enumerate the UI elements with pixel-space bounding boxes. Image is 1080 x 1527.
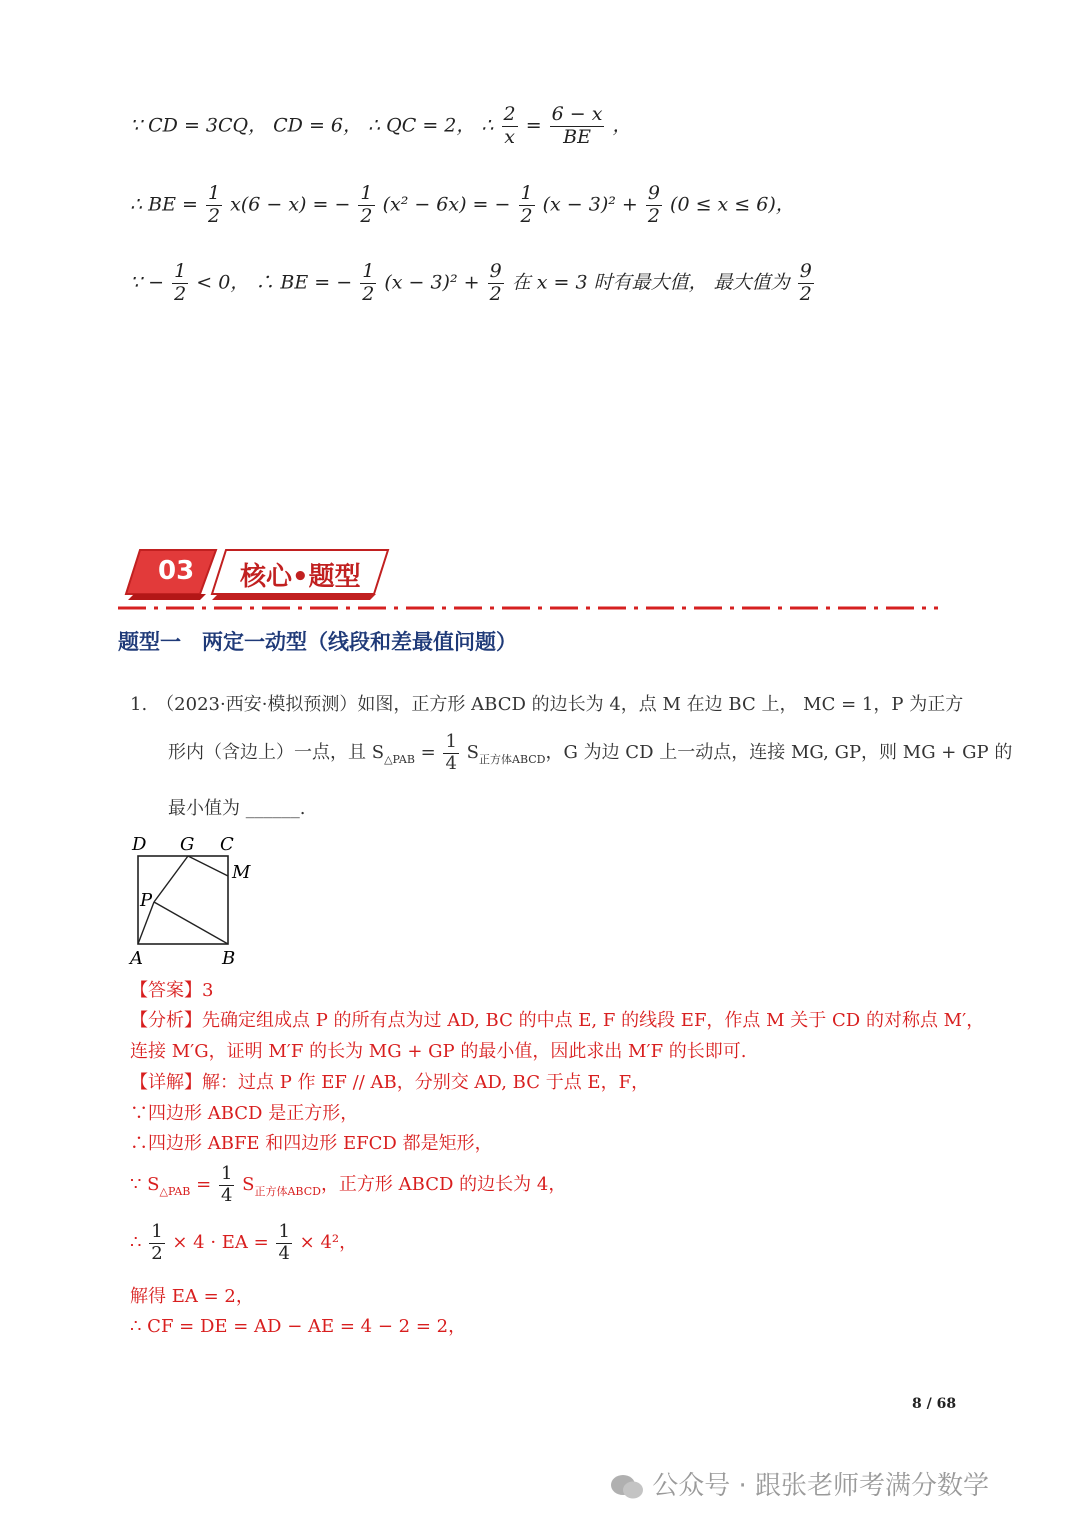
detail-line-4: ∵ $S_{\triangle PAB}$ = $\frac{1}{4}$ $S_{正方体ABCD}$，正方形 ABCD 的边长为 4，: [130, 1163, 567, 1206]
section-title: 核心•题型: [240, 562, 361, 592]
detail-line-2: ∵四边形 ABCD 是正方形，: [130, 1103, 359, 1124]
detail-line-1: 【详解】解：过点 P 作 EF // AB，分别交 AD, BC 于点 E，F，: [130, 1072, 650, 1093]
analysis-line-2: 连接 M′G，证明 M′F 的长为 MG + GP 的最小值，因此求出 M′F 的长即可.: [130, 1041, 747, 1062]
label-p: P: [140, 890, 153, 911]
detail-line-7: ∴ CF = DE = AD − AE = 4 − 2 = 2，: [130, 1316, 467, 1337]
problem-line-2: 形内（含边上）一点，且 $S_{\triangle PAB}$ = $\frac{1}{4}$ $S_{正方体ABCD}$，G 为边 CD 上一动点，连接 MG, GP，则 MG + GP 的: [168, 731, 1013, 774]
derivation-line-1: ∵ CD = 3CQ， CD = 6， ∴ QC = 2， ∴ $\frac{2}{x}$ = $\frac{6 - x}{BE}$ ，: [130, 103, 632, 148]
analysis-line-1: 【分析】先确定组成点 P 的所有点为过 AD, BC 的中点 E, F 的线段 EF，作点 M 关于 CD 的对称点 M′，: [130, 1010, 985, 1031]
problem-line-1: 1. （2023·西安·模拟预测）如图，正方形 ABCD 的边长为 4，点 M 在边 BC 上， MC = 1，P 为正方: [130, 694, 964, 715]
detail-line-5: ∴ $\frac{1}{2}$ × 4 · EA = $\frac{1}{4}$ × 4²，: [130, 1221, 358, 1264]
label-c: C: [220, 834, 234, 855]
square-figure: [128, 830, 258, 970]
section-divider: [118, 604, 938, 612]
detail-line-3: ∴四边形 ABFE 和四边形 EFCD 都是矩形，: [130, 1133, 493, 1154]
label-a: A: [130, 948, 143, 969]
fraction: $\frac{6 - x}{BE}$: [551, 103, 603, 148]
label-b: B: [222, 948, 236, 969]
detail-line-6: 解得 EA = 2，: [130, 1286, 254, 1307]
watermark: 公众号 · 跟张老师考满分数学: [610, 1465, 989, 1502]
problem-line-3: 最小值为 ______.: [168, 798, 306, 819]
page-number: 8 / 68: [912, 1396, 957, 1412]
label-g: G: [180, 834, 195, 855]
question-type-heading: 题型一 两定一动型（线段和差最值问题）: [118, 630, 517, 654]
wechat-icon: [610, 1473, 644, 1501]
label-m: M: [232, 862, 251, 883]
derivation-text: ∵ CD = 3CQ， CD = 6， ∴ QC = 2， ∴: [130, 114, 494, 137]
fraction: $\frac{2}{x}$: [503, 103, 516, 148]
derivation-line-2: ∴ BE = $\frac{1}{2}$ x(6 − x) = − $\frac{1}{2}$ (x² − 6x) = − $\frac{1}{2}$ (x − 3)² + $\frac{9}{2}$ (0 ≤ x ≤ 6)，: [130, 182, 795, 227]
answer-line: 【答案】3: [130, 980, 214, 1001]
label-d: D: [132, 834, 147, 855]
derivation-line-3: ∵ − $\frac{1}{2}$ < 0， ∴ BE = − $\frac{1}{2}$ (x − 3)² + $\frac{9}{2}$ 在 x = 3 时有最大值， 最大值为 $\frac{9}{2}$: [130, 260, 812, 305]
section-number: 03: [158, 556, 195, 586]
